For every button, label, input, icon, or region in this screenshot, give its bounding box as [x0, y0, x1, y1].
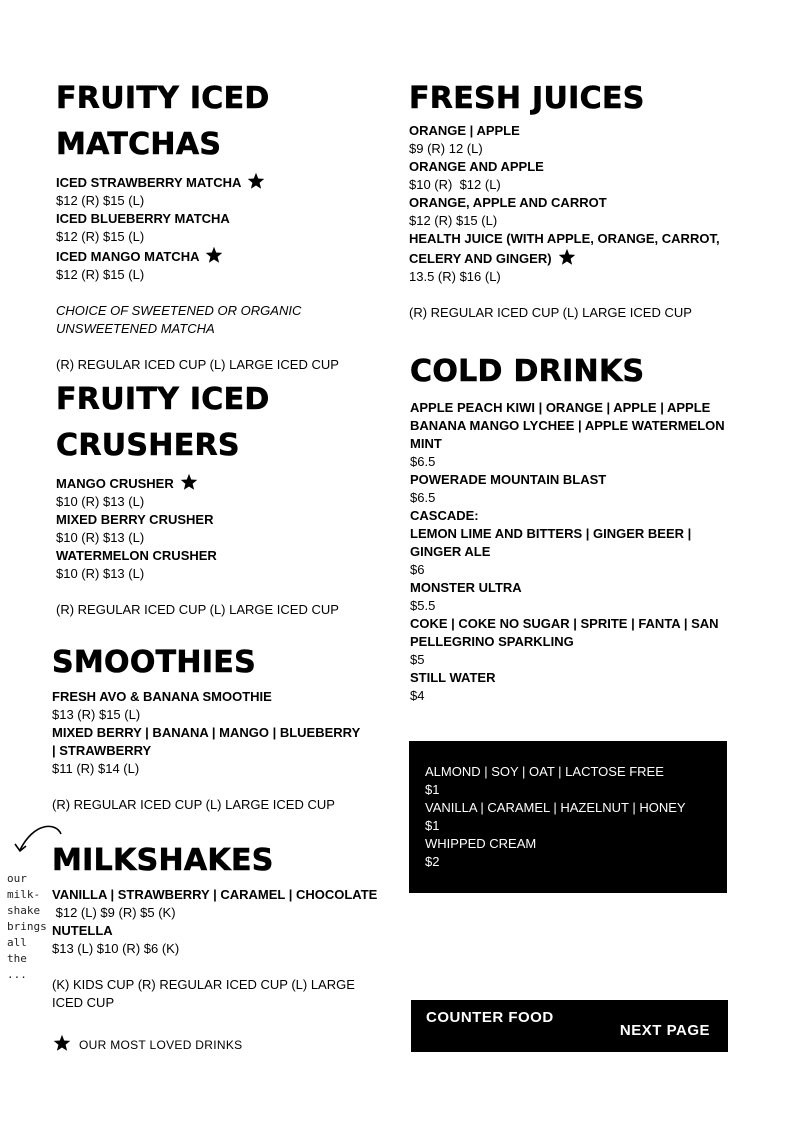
- menu-item-name: VANILLA | STRAWBERRY | CARAMEL | CHOCOLATE: [52, 887, 378, 902]
- menu-item-name: ORANGE, APPLE AND CARROT: [409, 195, 607, 210]
- addon-price: $1: [425, 818, 440, 833]
- cup-size-note: (K) KIDS CUP (R) REGULAR ICED CUP (L) LARGE ICED CUP: [52, 977, 355, 1010]
- section-title: FRUITY ICED CRUSHERS: [56, 382, 270, 463]
- menu-item-price: $11 (R) $14 (L): [52, 761, 140, 776]
- menu-item-price: $5.5: [410, 598, 436, 613]
- menu-item-name: NUTELLA: [52, 923, 113, 938]
- addon-line: ALMOND | SOY | OAT | LACTOSE FREE: [425, 764, 664, 779]
- next-page-label: NEXT PAGE: [619, 1022, 710, 1039]
- section-fruity-iced-matchas: [56, 76, 386, 374]
- menu-item-price: 13.5 (R) $16 (L): [409, 269, 501, 284]
- section-fresh-juices: [409, 76, 739, 322]
- menu-item-price: $13 (R) $15 (L): [52, 707, 141, 722]
- menu-item-name: ORANGE AND APPLE: [409, 159, 544, 174]
- choice-note: CHOICE OF SWEETENED OR ORGANIC UNSWEETENED MATCHA: [56, 303, 302, 336]
- menu-item-name: STILL WATER: [410, 670, 496, 685]
- menu-item-price: $10 (R) $12 (L): [409, 177, 501, 192]
- menu-item-name: POWERADE MOUNTAIN BLAST: [410, 472, 607, 487]
- addon-price: $1: [425, 782, 440, 797]
- menu-item-name: ORANGE | APPLE: [409, 123, 520, 138]
- menu-item-price: $10 (R) $13 (L): [56, 530, 145, 545]
- menu-item-name: MANGO CRUSHER: [56, 473, 386, 493]
- section-smoothies: [52, 640, 382, 814]
- menu-item-price: $9 (R) 12 (L): [409, 141, 483, 156]
- addons-box: [409, 741, 727, 893]
- menu-item-price: $12 (R) $15 (L): [409, 213, 498, 228]
- menu-item-name: CASCADE:: [410, 508, 479, 523]
- cup-size-note: (R) REGULAR ICED CUP (L) LARGE ICED CUP: [52, 797, 335, 812]
- menu-item-price: $10 (R) $13 (L): [56, 494, 145, 509]
- menu-item-price: $4: [410, 688, 425, 703]
- handwritten-note: our milk- shake brings all the ...: [7, 872, 47, 981]
- star-icon: [205, 246, 223, 264]
- section-milkshakes: [52, 838, 392, 1012]
- section-title: MILKSHAKES: [52, 843, 274, 878]
- menu-item-name: ICED MANGO MATCHA: [56, 246, 386, 266]
- menu-item-name: FRESH AVO & BANANA SMOOTHIE: [52, 689, 272, 704]
- section-cold-drinks: [410, 349, 750, 705]
- menu-item-price: $12 (R) $15 (L): [56, 229, 145, 244]
- star-icon: [53, 1034, 71, 1052]
- menu-item-name: MONSTER ULTRA: [410, 580, 522, 595]
- menu-item-price: $10 (R) $13 (L): [56, 566, 145, 581]
- menu-item-price: $6.5: [410, 454, 436, 469]
- menu-item-name: LEMON LIME AND BITTERS | GINGER BEER | GINGER ALE: [410, 526, 692, 559]
- menu-item-name: WATERMELON CRUSHER: [56, 548, 217, 563]
- cup-size-note: (R) REGULAR ICED CUP (L) LARGE ICED CUP: [56, 602, 339, 617]
- addon-line: WHIPPED CREAM: [425, 836, 537, 851]
- star-icon: [180, 473, 198, 491]
- menu-item-name: ICED BLUEBERRY MATCHA: [56, 211, 230, 226]
- section-fruity-iced-crushers: [56, 377, 386, 619]
- star-icon: [558, 248, 576, 266]
- menu-item-name: APPLE PEACH KIWI | ORANGE | APPLE | APPLE BANANA MANGO LYCHEE | APPLE WATERMELON MINT: [410, 400, 725, 451]
- menu-item-name: HEALTH JUICE (WITH APPLE, ORANGE, CARROT, CELERY AND GINGER): [409, 231, 720, 266]
- menu-item-name: COKE | COKE NO SUGAR | SPRITE | FANTA | SAN PELLEGRINO SPARKLING: [410, 616, 719, 649]
- section-title: COLD DRINKS: [410, 354, 645, 389]
- section-title: FRESH JUICES: [409, 81, 645, 116]
- menu-item-price: $12 (L) $9 (R) $5 (K): [52, 905, 176, 920]
- addon-price: $2: [425, 854, 440, 869]
- menu-item-price: $6: [410, 562, 425, 577]
- next-page-button[interactable]: [411, 1000, 728, 1052]
- menu-item-price: $13 (L) $10 (R) $6 (K): [52, 941, 180, 956]
- section-title: FRUITY ICED MATCHAS: [56, 81, 270, 162]
- section-title: SMOOTHIES: [52, 645, 256, 680]
- menu-item-name: ICED STRAWBERRY MATCHA: [56, 172, 386, 192]
- menu-item-price: $6.5: [410, 490, 436, 505]
- menu-item-price: $5: [410, 652, 425, 667]
- next-page-label: COUNTER FOOD: [426, 1009, 554, 1026]
- menu-item-name: MIXED BERRY | BANANA | MANGO | BLUEBERRY | STRAWBERRY: [52, 725, 361, 758]
- legend: [53, 1034, 242, 1052]
- menu-item-price: $12 (R) $15 (L): [56, 267, 145, 282]
- addon-line: VANILLA | CARAMEL | HAZELNUT | HONEY: [425, 800, 686, 815]
- cup-size-note: (R) REGULAR ICED CUP (L) LARGE ICED CUP: [56, 357, 339, 372]
- star-icon: [247, 172, 265, 190]
- menu-item-name: MIXED BERRY CRUSHER: [56, 512, 214, 527]
- cup-size-note: (R) REGULAR ICED CUP (L) LARGE ICED CUP: [409, 305, 692, 320]
- menu-item-price: $12 (R) $15 (L): [56, 193, 145, 208]
- legend-text: OUR MOST LOVED DRINKS: [79, 1038, 243, 1052]
